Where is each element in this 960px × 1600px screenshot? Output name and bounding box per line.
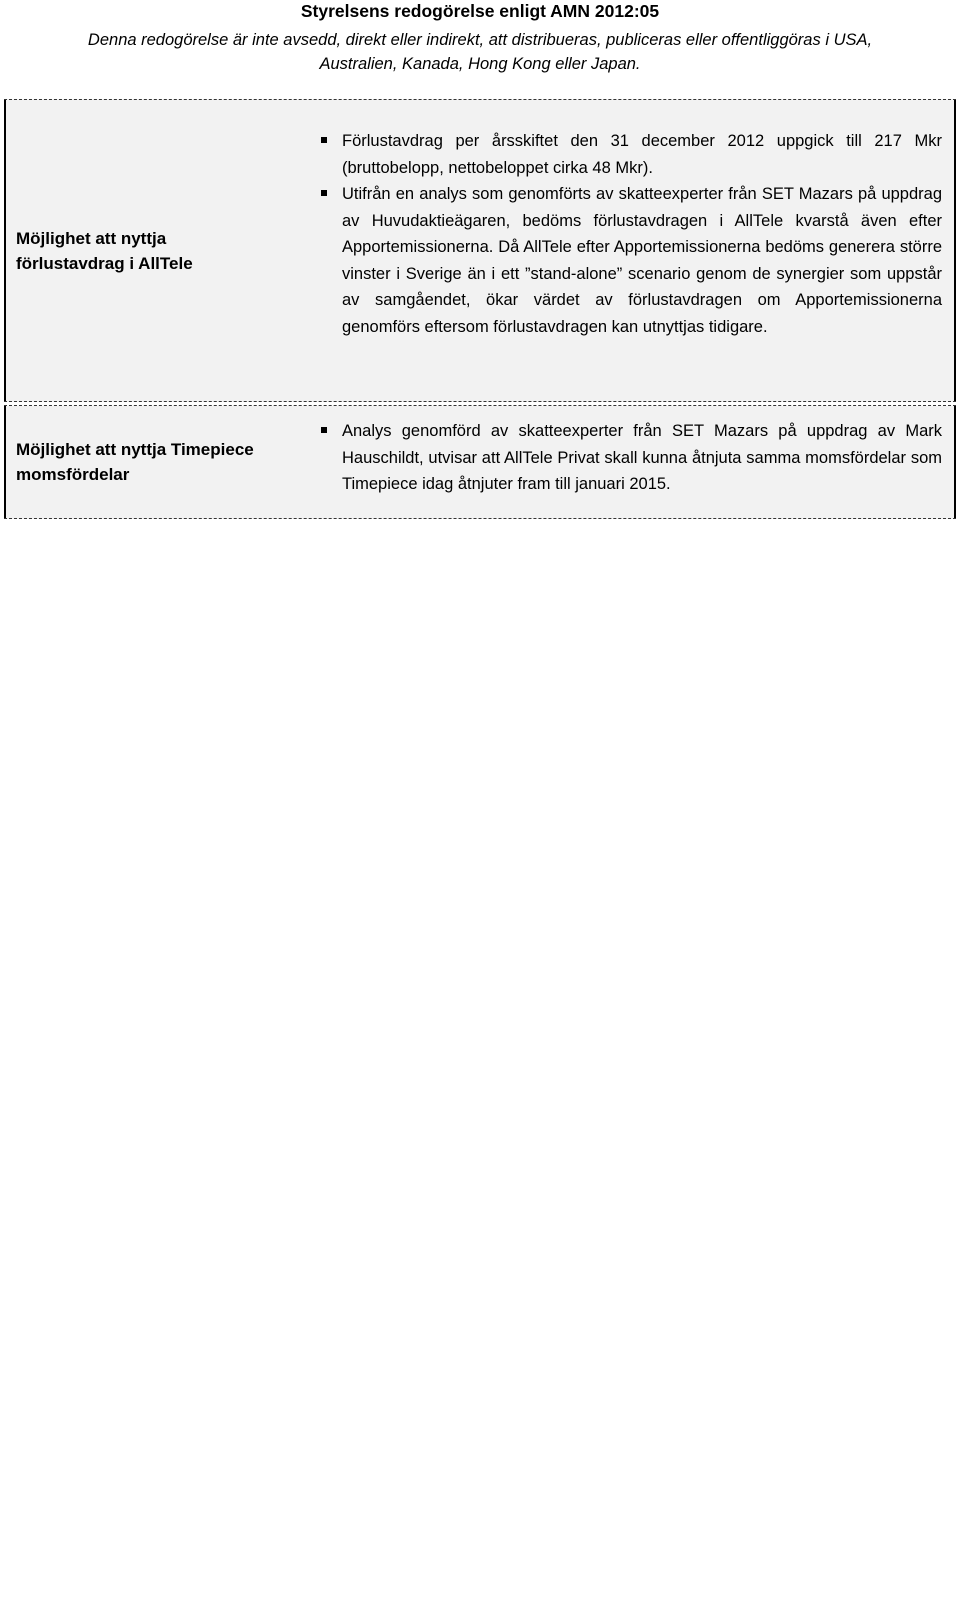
- list-item-text: Analys genomförd av skatteexperter från SET Mazars på uppdrag av Mark Hauschildt, utvisar att AllTele Privat skall kunna åtnjuta samma momsfördelar som Timepiece idag åtnjuter fram till januari 2015.: [342, 422, 942, 493]
- square-bullet-icon: [300, 181, 342, 208]
- row-label: [4, 100, 300, 401]
- disclaimer-line-1: Denna redogörelse är inte avsedd, direkt eller indirekt, att distribueras, publiceras eller offentliggöras i USA,: [87, 31, 873, 49]
- distribution-disclaimer: [0, 28, 960, 76]
- disclaimer-line-2: Australien, Kanada, Hong Kong eller Japan.: [319, 55, 641, 73]
- table-row-loss-deductions: [4, 99, 956, 402]
- row-content: [300, 406, 956, 518]
- row-label: [4, 406, 300, 518]
- list-item: [300, 418, 942, 498]
- table-row-vat-benefits: [4, 406, 956, 519]
- square-bullet-icon: [300, 418, 342, 445]
- row-label-line-2: förlustavdrag i AllTele: [16, 253, 193, 273]
- list-item-text: Utifrån en analys som genomförts av skatteexperter från SET Mazars på uppdrag av Huvudaktieägaren, bedöms förlustavdragen i AllTele kvarstå även efter Apportemissionerna. Då AllTele efter Apportemissionerna bedöms generera större vinster i Sverige än i ett ”stand-alone” scenario genom de synergier som uppstår av samgåendet, ökar värdet av förlustavdragen om Apportemissionerna genomförs eftersom förlustavdragen kan utnyttjas tidigare.: [342, 185, 942, 336]
- row-label-line-1: Möjlighet att nyttja Timepiece: [16, 440, 254, 459]
- row-label-line-1: Möjlighet att nyttja: [16, 228, 167, 248]
- row-label-line-2: momsfördelar: [16, 465, 130, 484]
- square-bullet-icon: [300, 128, 342, 155]
- row-content: [300, 100, 956, 401]
- info-table: [4, 99, 956, 519]
- list-item: [300, 181, 942, 340]
- page-header: [0, 0, 960, 76]
- list-item: [300, 128, 942, 181]
- list-item-text: Förlustavdrag per årsskiftet den 31 december 2012 uppgick till 217 Mkr (bruttobelopp, nettobeloppet cirka 48 Mkr).: [342, 132, 942, 177]
- document-title: Styrelsens redogörelse enligt AMN 2012:05: [300, 1, 660, 21]
